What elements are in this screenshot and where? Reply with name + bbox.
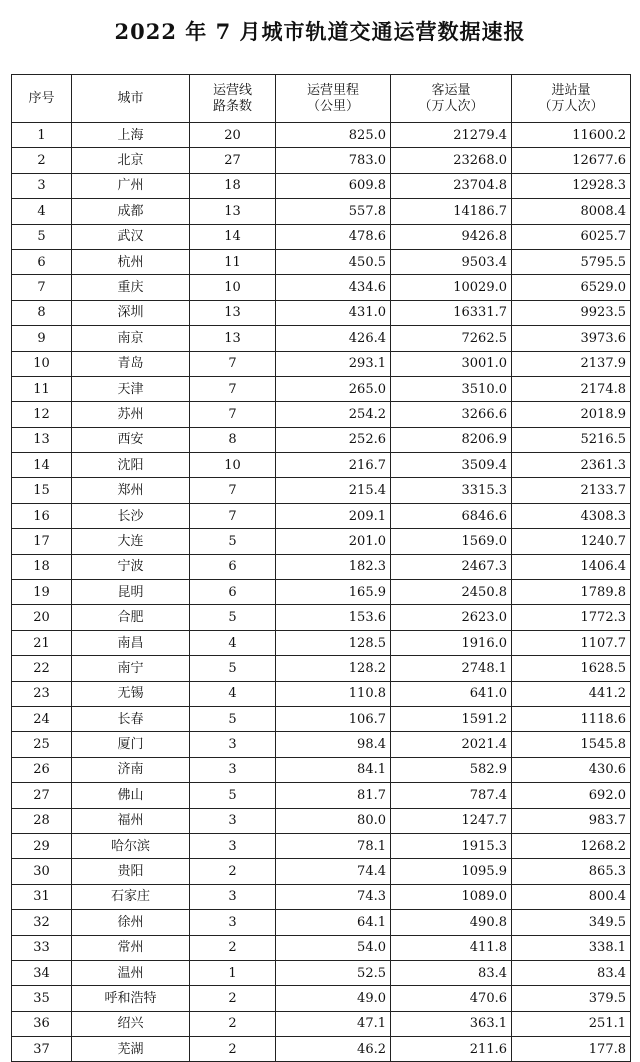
table-row (12, 1011, 631, 1036)
cell-index: 36 (12, 1011, 72, 1036)
header-index (12, 75, 72, 123)
cell-line-count: 2 (190, 1011, 276, 1036)
cell-line-count: 13 (190, 326, 276, 351)
cell-mileage: 64.1 (276, 910, 391, 935)
cell-index: 8 (12, 300, 72, 325)
cell-index: 37 (12, 1037, 72, 1062)
cell-mileage: 153.6 (276, 605, 391, 630)
cell-passenger-volume: 363.1 (391, 1011, 512, 1036)
cell-passenger-volume: 1095.9 (391, 859, 512, 884)
cell-entries: 379.5 (512, 986, 631, 1011)
cell-city: 南京 (72, 326, 190, 351)
cell-city: 长春 (72, 706, 190, 731)
cell-city: 郑州 (72, 478, 190, 503)
cell-city: 上海 (72, 123, 190, 148)
cell-entries: 800.4 (512, 884, 631, 909)
cell-line-count: 13 (190, 300, 276, 325)
cell-line-count: 27 (190, 148, 276, 173)
cell-entries: 9923.5 (512, 300, 631, 325)
cell-mileage: 47.1 (276, 1011, 391, 1036)
cell-city: 绍兴 (72, 1011, 190, 1036)
cell-city: 深圳 (72, 300, 190, 325)
cell-entries: 2174.8 (512, 376, 631, 401)
cell-index: 1 (12, 123, 72, 148)
cell-city: 青岛 (72, 351, 190, 376)
table-row (12, 402, 631, 427)
cell-passenger-volume: 2748.1 (391, 656, 512, 681)
table-row (12, 910, 631, 935)
table-row (12, 833, 631, 858)
cell-passenger-volume: 2623.0 (391, 605, 512, 630)
cell-entries: 5795.5 (512, 249, 631, 274)
cell-index: 28 (12, 808, 72, 833)
cell-city: 武汉 (72, 224, 190, 249)
table-row (12, 808, 631, 833)
cell-entries: 865.3 (512, 859, 631, 884)
cell-line-count: 10 (190, 275, 276, 300)
cell-line-count: 5 (190, 656, 276, 681)
cell-entries: 8008.4 (512, 199, 631, 224)
cell-index: 9 (12, 326, 72, 351)
header-mileage (276, 75, 391, 123)
cell-entries: 1240.7 (512, 529, 631, 554)
cell-entries: 4308.3 (512, 503, 631, 528)
cell-index: 35 (12, 986, 72, 1011)
table-row (12, 326, 631, 351)
cell-entries: 5216.5 (512, 427, 631, 452)
cell-passenger-volume: 23704.8 (391, 173, 512, 198)
cell-city: 合肥 (72, 605, 190, 630)
cell-city: 重庆 (72, 275, 190, 300)
cell-index: 33 (12, 935, 72, 960)
cell-index: 19 (12, 580, 72, 605)
cell-city: 南昌 (72, 630, 190, 655)
cell-entries: 1772.3 (512, 605, 631, 630)
cell-index: 12 (12, 402, 72, 427)
page-title: 2022 年 7 月城市轨道交通运营数据速报 (114, 19, 526, 44)
header-label-line2: 路条数 (212, 99, 252, 114)
cell-line-count: 1 (190, 960, 276, 985)
cell-city: 贵阳 (72, 859, 190, 884)
cell-city: 常州 (72, 935, 190, 960)
table-row (12, 783, 631, 808)
cell-mileage: 128.2 (276, 656, 391, 681)
cell-passenger-volume: 2467.3 (391, 554, 512, 579)
table-body (12, 123, 631, 1062)
cell-mileage: 431.0 (276, 300, 391, 325)
header-label-line2: （万人次） (418, 99, 484, 114)
cell-passenger-volume: 7262.5 (391, 326, 512, 351)
table-row (12, 351, 631, 376)
cell-mileage: 426.4 (276, 326, 391, 351)
cell-passenger-volume: 3509.4 (391, 453, 512, 478)
cell-passenger-volume: 14186.7 (391, 199, 512, 224)
cell-mileage: 252.6 (276, 427, 391, 452)
cell-entries: 338.1 (512, 935, 631, 960)
table-row (12, 706, 631, 731)
cell-passenger-volume: 1089.0 (391, 884, 512, 909)
cell-passenger-volume: 8206.9 (391, 427, 512, 452)
cell-line-count: 7 (190, 376, 276, 401)
table-row (12, 173, 631, 198)
cell-mileage: 110.8 (276, 681, 391, 706)
cell-passenger-volume: 3001.0 (391, 351, 512, 376)
cell-line-count: 8 (190, 427, 276, 452)
cell-passenger-volume: 1915.3 (391, 833, 512, 858)
cell-index: 24 (12, 706, 72, 731)
table-row (12, 1037, 631, 1062)
cell-mileage: 98.4 (276, 732, 391, 757)
table-row (12, 478, 631, 503)
cell-index: 4 (12, 199, 72, 224)
cell-passenger-volume: 582.9 (391, 757, 512, 782)
cell-index: 20 (12, 605, 72, 630)
header-passenger-volume (391, 75, 512, 123)
table-row (12, 224, 631, 249)
cell-mileage: 209.1 (276, 503, 391, 528)
header-label: 序号 (28, 91, 55, 106)
cell-line-count: 14 (190, 224, 276, 249)
cell-city: 成都 (72, 199, 190, 224)
cell-mileage: 201.0 (276, 529, 391, 554)
cell-line-count: 5 (190, 529, 276, 554)
cell-passenger-volume: 9503.4 (391, 249, 512, 274)
cell-index: 27 (12, 783, 72, 808)
cell-city: 厦门 (72, 732, 190, 757)
cell-passenger-volume: 211.6 (391, 1037, 512, 1062)
cell-passenger-volume: 16331.7 (391, 300, 512, 325)
cell-city: 宁波 (72, 554, 190, 579)
cell-index: 15 (12, 478, 72, 503)
cell-entries: 983.7 (512, 808, 631, 833)
cell-passenger-volume: 3315.3 (391, 478, 512, 503)
cell-city: 呼和浩特 (72, 986, 190, 1011)
header-label: 运营线 (212, 83, 252, 98)
cell-city: 佛山 (72, 783, 190, 808)
header-label: 客运量 (431, 83, 471, 98)
cell-index: 29 (12, 833, 72, 858)
cell-entries: 692.0 (512, 783, 631, 808)
cell-line-count: 3 (190, 757, 276, 782)
cell-mileage: 78.1 (276, 833, 391, 858)
table-row (12, 757, 631, 782)
cell-mileage: 74.3 (276, 884, 391, 909)
table-row (12, 554, 631, 579)
cell-passenger-volume: 21279.4 (391, 123, 512, 148)
table-row (12, 275, 631, 300)
cell-index: 25 (12, 732, 72, 757)
cell-mileage: 80.0 (276, 808, 391, 833)
cell-line-count: 11 (190, 249, 276, 274)
cell-city: 广州 (72, 173, 190, 198)
data-table (11, 74, 631, 1062)
cell-mileage: 46.2 (276, 1037, 391, 1062)
cell-passenger-volume: 2021.4 (391, 732, 512, 757)
cell-city: 北京 (72, 148, 190, 173)
table-header-row (12, 75, 631, 123)
table-row (12, 199, 631, 224)
header-label-line2: （公里） (306, 99, 359, 114)
cell-index: 10 (12, 351, 72, 376)
cell-mileage: 165.9 (276, 580, 391, 605)
table-row (12, 503, 631, 528)
cell-line-count: 10 (190, 453, 276, 478)
cell-line-count: 2 (190, 986, 276, 1011)
cell-entries: 1406.4 (512, 554, 631, 579)
cell-city: 徐州 (72, 910, 190, 935)
cell-line-count: 7 (190, 478, 276, 503)
cell-city: 昆明 (72, 580, 190, 605)
header-label: 城市 (117, 91, 144, 106)
cell-city: 温州 (72, 960, 190, 985)
cell-entries: 2018.9 (512, 402, 631, 427)
cell-line-count: 3 (190, 910, 276, 935)
table-row (12, 427, 631, 452)
table-row (12, 935, 631, 960)
table-row (12, 300, 631, 325)
cell-index: 18 (12, 554, 72, 579)
cell-passenger-volume: 787.4 (391, 783, 512, 808)
cell-passenger-volume: 1591.2 (391, 706, 512, 731)
table-row (12, 656, 631, 681)
cell-city: 济南 (72, 757, 190, 782)
cell-line-count: 5 (190, 706, 276, 731)
table-row (12, 960, 631, 985)
cell-entries: 1789.8 (512, 580, 631, 605)
cell-passenger-volume: 23268.0 (391, 148, 512, 173)
cell-city: 无锡 (72, 681, 190, 706)
table-row (12, 580, 631, 605)
cell-line-count: 20 (190, 123, 276, 148)
cell-mileage: 216.7 (276, 453, 391, 478)
cell-line-count: 2 (190, 1037, 276, 1062)
header-line-count (190, 75, 276, 123)
cell-passenger-volume: 470.6 (391, 986, 512, 1011)
cell-city: 南宁 (72, 656, 190, 681)
cell-passenger-volume: 9426.8 (391, 224, 512, 249)
cell-index: 5 (12, 224, 72, 249)
cell-line-count: 7 (190, 402, 276, 427)
cell-entries: 441.2 (512, 681, 631, 706)
cell-line-count: 6 (190, 554, 276, 579)
cell-entries: 1628.5 (512, 656, 631, 681)
cell-passenger-volume: 3266.6 (391, 402, 512, 427)
cell-entries: 11600.2 (512, 123, 631, 148)
cell-passenger-volume: 1916.0 (391, 630, 512, 655)
cell-index: 7 (12, 275, 72, 300)
cell-city: 福州 (72, 808, 190, 833)
cell-line-count: 3 (190, 833, 276, 858)
cell-line-count: 2 (190, 935, 276, 960)
cell-entries: 3973.6 (512, 326, 631, 351)
cell-passenger-volume: 10029.0 (391, 275, 512, 300)
cell-index: 6 (12, 249, 72, 274)
header-city (72, 75, 190, 123)
cell-city: 杭州 (72, 249, 190, 274)
cell-entries: 177.8 (512, 1037, 631, 1062)
cell-passenger-volume: 1247.7 (391, 808, 512, 833)
cell-line-count: 4 (190, 681, 276, 706)
table-row (12, 630, 631, 655)
cell-index: 17 (12, 529, 72, 554)
cell-entries: 1107.7 (512, 630, 631, 655)
cell-mileage: 128.5 (276, 630, 391, 655)
table-row (12, 123, 631, 148)
cell-index: 21 (12, 630, 72, 655)
cell-index: 32 (12, 910, 72, 935)
cell-mileage: 434.6 (276, 275, 391, 300)
cell-mileage: 215.4 (276, 478, 391, 503)
cell-mileage: 478.6 (276, 224, 391, 249)
cell-mileage: 609.8 (276, 173, 391, 198)
table-row (12, 453, 631, 478)
cell-entries: 1268.2 (512, 833, 631, 858)
cell-passenger-volume: 3510.0 (391, 376, 512, 401)
cell-line-count: 3 (190, 808, 276, 833)
cell-entries: 251.1 (512, 1011, 631, 1036)
cell-index: 34 (12, 960, 72, 985)
table-row (12, 681, 631, 706)
cell-index: 26 (12, 757, 72, 782)
cell-entries: 12928.3 (512, 173, 631, 198)
cell-city: 苏州 (72, 402, 190, 427)
cell-entries: 83.4 (512, 960, 631, 985)
header-label: 进站量 (551, 83, 591, 98)
cell-entries: 1118.6 (512, 706, 631, 731)
cell-line-count: 2 (190, 859, 276, 884)
cell-index: 14 (12, 453, 72, 478)
header-label-line2: （万人次） (538, 99, 604, 114)
table-row (12, 986, 631, 1011)
cell-index: 30 (12, 859, 72, 884)
cell-index: 31 (12, 884, 72, 909)
cell-entries: 2137.9 (512, 351, 631, 376)
cell-line-count: 4 (190, 630, 276, 655)
cell-city: 大连 (72, 529, 190, 554)
cell-city: 石家庄 (72, 884, 190, 909)
cell-city: 西安 (72, 427, 190, 452)
cell-mileage: 450.5 (276, 249, 391, 274)
table-row (12, 859, 631, 884)
table-row (12, 529, 631, 554)
cell-city: 天津 (72, 376, 190, 401)
cell-mileage: 783.0 (276, 148, 391, 173)
cell-line-count: 7 (190, 351, 276, 376)
cell-index: 16 (12, 503, 72, 528)
cell-entries: 6025.7 (512, 224, 631, 249)
cell-entries: 349.5 (512, 910, 631, 935)
cell-passenger-volume: 83.4 (391, 960, 512, 985)
header-label: 运营里程 (306, 83, 359, 98)
cell-mileage: 49.0 (276, 986, 391, 1011)
cell-line-count: 13 (190, 199, 276, 224)
cell-mileage: 84.1 (276, 757, 391, 782)
cell-line-count: 6 (190, 580, 276, 605)
cell-mileage: 557.8 (276, 199, 391, 224)
cell-line-count: 7 (190, 503, 276, 528)
cell-passenger-volume: 1569.0 (391, 529, 512, 554)
cell-mileage: 54.0 (276, 935, 391, 960)
cell-line-count: 5 (190, 605, 276, 630)
cell-mileage: 265.0 (276, 376, 391, 401)
header-entries (512, 75, 631, 123)
cell-passenger-volume: 2450.8 (391, 580, 512, 605)
cell-city: 长沙 (72, 503, 190, 528)
cell-entries: 1545.8 (512, 732, 631, 757)
table-row (12, 148, 631, 173)
cell-entries: 12677.6 (512, 148, 631, 173)
table-row (12, 376, 631, 401)
table-row (12, 605, 631, 630)
cell-line-count: 18 (190, 173, 276, 198)
cell-entries: 430.6 (512, 757, 631, 782)
cell-entries: 6529.0 (512, 275, 631, 300)
cell-mileage: 254.2 (276, 402, 391, 427)
cell-entries: 2133.7 (512, 478, 631, 503)
cell-entries: 2361.3 (512, 453, 631, 478)
cell-line-count: 5 (190, 783, 276, 808)
cell-passenger-volume: 490.8 (391, 910, 512, 935)
table-row (12, 884, 631, 909)
cell-city: 芜湖 (72, 1037, 190, 1062)
cell-mileage: 106.7 (276, 706, 391, 731)
cell-mileage: 74.4 (276, 859, 391, 884)
cell-index: 23 (12, 681, 72, 706)
cell-line-count: 3 (190, 884, 276, 909)
cell-index: 22 (12, 656, 72, 681)
cell-passenger-volume: 6846.6 (391, 503, 512, 528)
cell-mileage: 182.3 (276, 554, 391, 579)
cell-passenger-volume: 411.8 (391, 935, 512, 960)
cell-mileage: 81.7 (276, 783, 391, 808)
cell-mileage: 52.5 (276, 960, 391, 985)
cell-index: 11 (12, 376, 72, 401)
cell-city: 沈阳 (72, 453, 190, 478)
cell-index: 13 (12, 427, 72, 452)
cell-index: 3 (12, 173, 72, 198)
table-row (12, 249, 631, 274)
cell-passenger-volume: 641.0 (391, 681, 512, 706)
cell-line-count: 3 (190, 732, 276, 757)
table-row (12, 732, 631, 757)
cell-mileage: 293.1 (276, 351, 391, 376)
cell-index: 2 (12, 148, 72, 173)
cell-city: 哈尔滨 (72, 833, 190, 858)
cell-mileage: 825.0 (276, 123, 391, 148)
